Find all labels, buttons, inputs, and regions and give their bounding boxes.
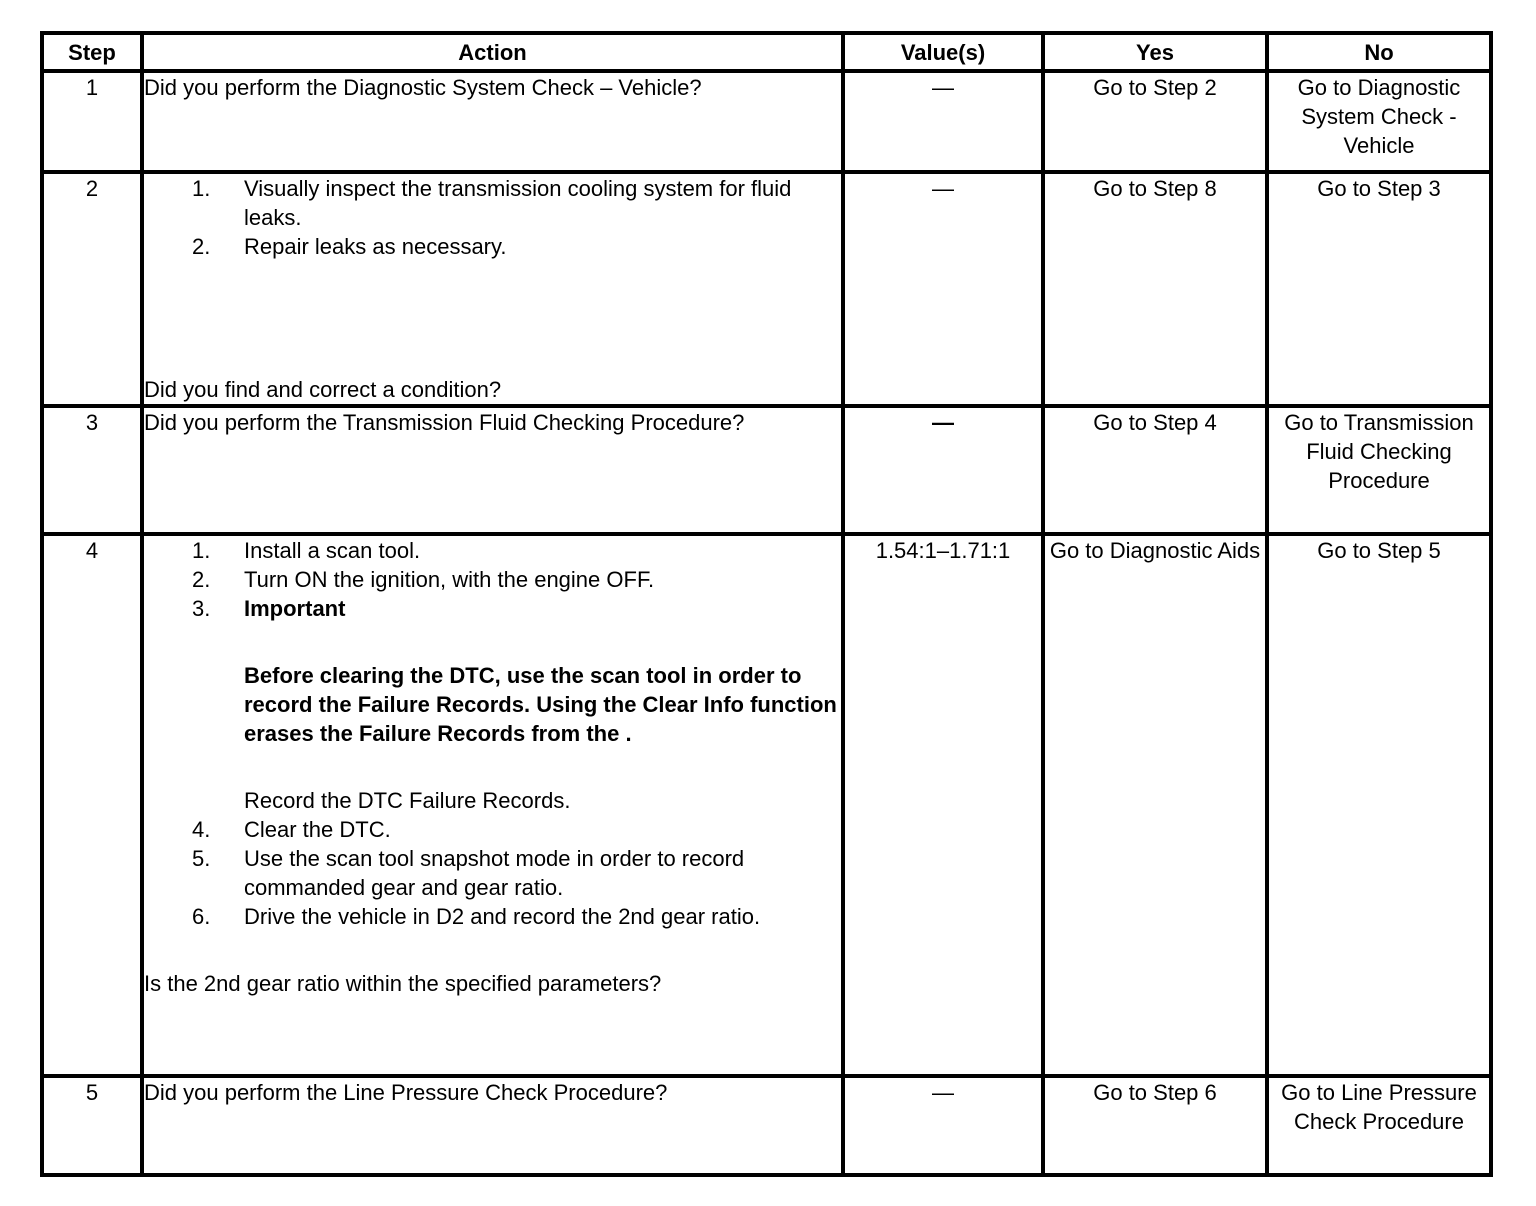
important-label: Important bbox=[244, 596, 346, 621]
list-item: 1. Visually inspect the transmission cooling system for fluid leaks. bbox=[192, 176, 792, 230]
value-cell: 1.54:1–1.71:1 bbox=[843, 534, 1043, 1076]
action-question: Did you find and correct a condition? bbox=[144, 377, 502, 402]
header-step: Step bbox=[42, 33, 142, 71]
list-item: 2. Repair leaks as necessary. bbox=[192, 234, 507, 259]
list-item: 6. Drive the vehicle in D2 and record the 2nd gear ratio. bbox=[192, 904, 761, 929]
step-number: 2 bbox=[42, 172, 142, 406]
yes-link[interactable]: Go to Diagnostic Aids bbox=[1043, 534, 1267, 1076]
header-no: No bbox=[1267, 33, 1491, 71]
action-steps-list bbox=[144, 815, 841, 931]
header-yes: Yes bbox=[1043, 33, 1267, 71]
action-question: Did you perform the Transmission Fluid Checking Procedure? bbox=[144, 410, 745, 435]
value-cell: — bbox=[843, 172, 1043, 406]
no-link[interactable]: Go to Transmission Fluid Checking Procedure bbox=[1267, 406, 1491, 534]
yes-link[interactable]: Go to Step 4 bbox=[1043, 406, 1267, 534]
table-row-step-5 bbox=[42, 1076, 1491, 1175]
action-steps-list bbox=[144, 174, 841, 261]
step-number: 4 bbox=[42, 534, 142, 1076]
step-number: 3 bbox=[42, 406, 142, 534]
action-cell bbox=[142, 172, 843, 406]
value-cell: — bbox=[843, 406, 1043, 534]
action-cell bbox=[142, 406, 843, 534]
table-row-step-4 bbox=[42, 534, 1491, 1076]
step-number: 1 bbox=[42, 71, 142, 172]
step-number: 5 bbox=[42, 1076, 142, 1175]
important-note: Before clearing the DTC, use the scan tool in order to record the Failure Records. Using the Clear Info function erases the Failure Records from the . bbox=[244, 663, 837, 746]
action-cell bbox=[142, 1076, 843, 1175]
yes-link[interactable]: Go to Step 6 bbox=[1043, 1076, 1267, 1175]
diagnostic-table bbox=[40, 31, 1493, 1177]
header-action: Action bbox=[142, 33, 843, 71]
record-note: Record the DTC Failure Records. bbox=[244, 788, 571, 813]
table-row-step-3 bbox=[42, 406, 1491, 534]
yes-link[interactable]: Go to Step 8 bbox=[1043, 172, 1267, 406]
value-cell: — bbox=[843, 71, 1043, 172]
header-row bbox=[42, 33, 1491, 71]
action-cell bbox=[142, 534, 843, 1076]
list-item: 3. Important bbox=[144, 594, 841, 623]
value-cell: — bbox=[843, 1076, 1043, 1175]
list-item: 2. Turn ON the ignition, with the engine OFF. bbox=[192, 567, 655, 592]
no-link[interactable]: Go to Step 3 bbox=[1267, 172, 1491, 406]
no-link[interactable]: Go to Diagnostic System Check - Vehicle bbox=[1267, 71, 1491, 172]
action-steps-list bbox=[144, 536, 841, 623]
no-link[interactable]: Go to Step 5 bbox=[1267, 534, 1491, 1076]
action-question: Is the 2nd gear ratio within the specified parameters? bbox=[144, 971, 662, 996]
no-link[interactable]: Go to Line Pressure Check Procedure bbox=[1267, 1076, 1491, 1175]
list-item: 4. Clear the DTC. bbox=[192, 817, 391, 842]
action-cell bbox=[142, 71, 843, 172]
list-item: 1. Install a scan tool. bbox=[192, 538, 421, 563]
action-question: Did you perform the Diagnostic System Check – Vehicle? bbox=[144, 75, 702, 100]
header-values: Value(s) bbox=[843, 33, 1043, 71]
table-row-step-1 bbox=[42, 71, 1491, 172]
yes-link[interactable]: Go to Step 2 bbox=[1043, 71, 1267, 172]
list-item: 5. Use the scan tool snapshot mode in order to record commanded gear and gear ratio. bbox=[192, 846, 745, 900]
table-row-step-2 bbox=[42, 172, 1491, 406]
action-question: Did you perform the Line Pressure Check Procedure? bbox=[144, 1080, 668, 1105]
